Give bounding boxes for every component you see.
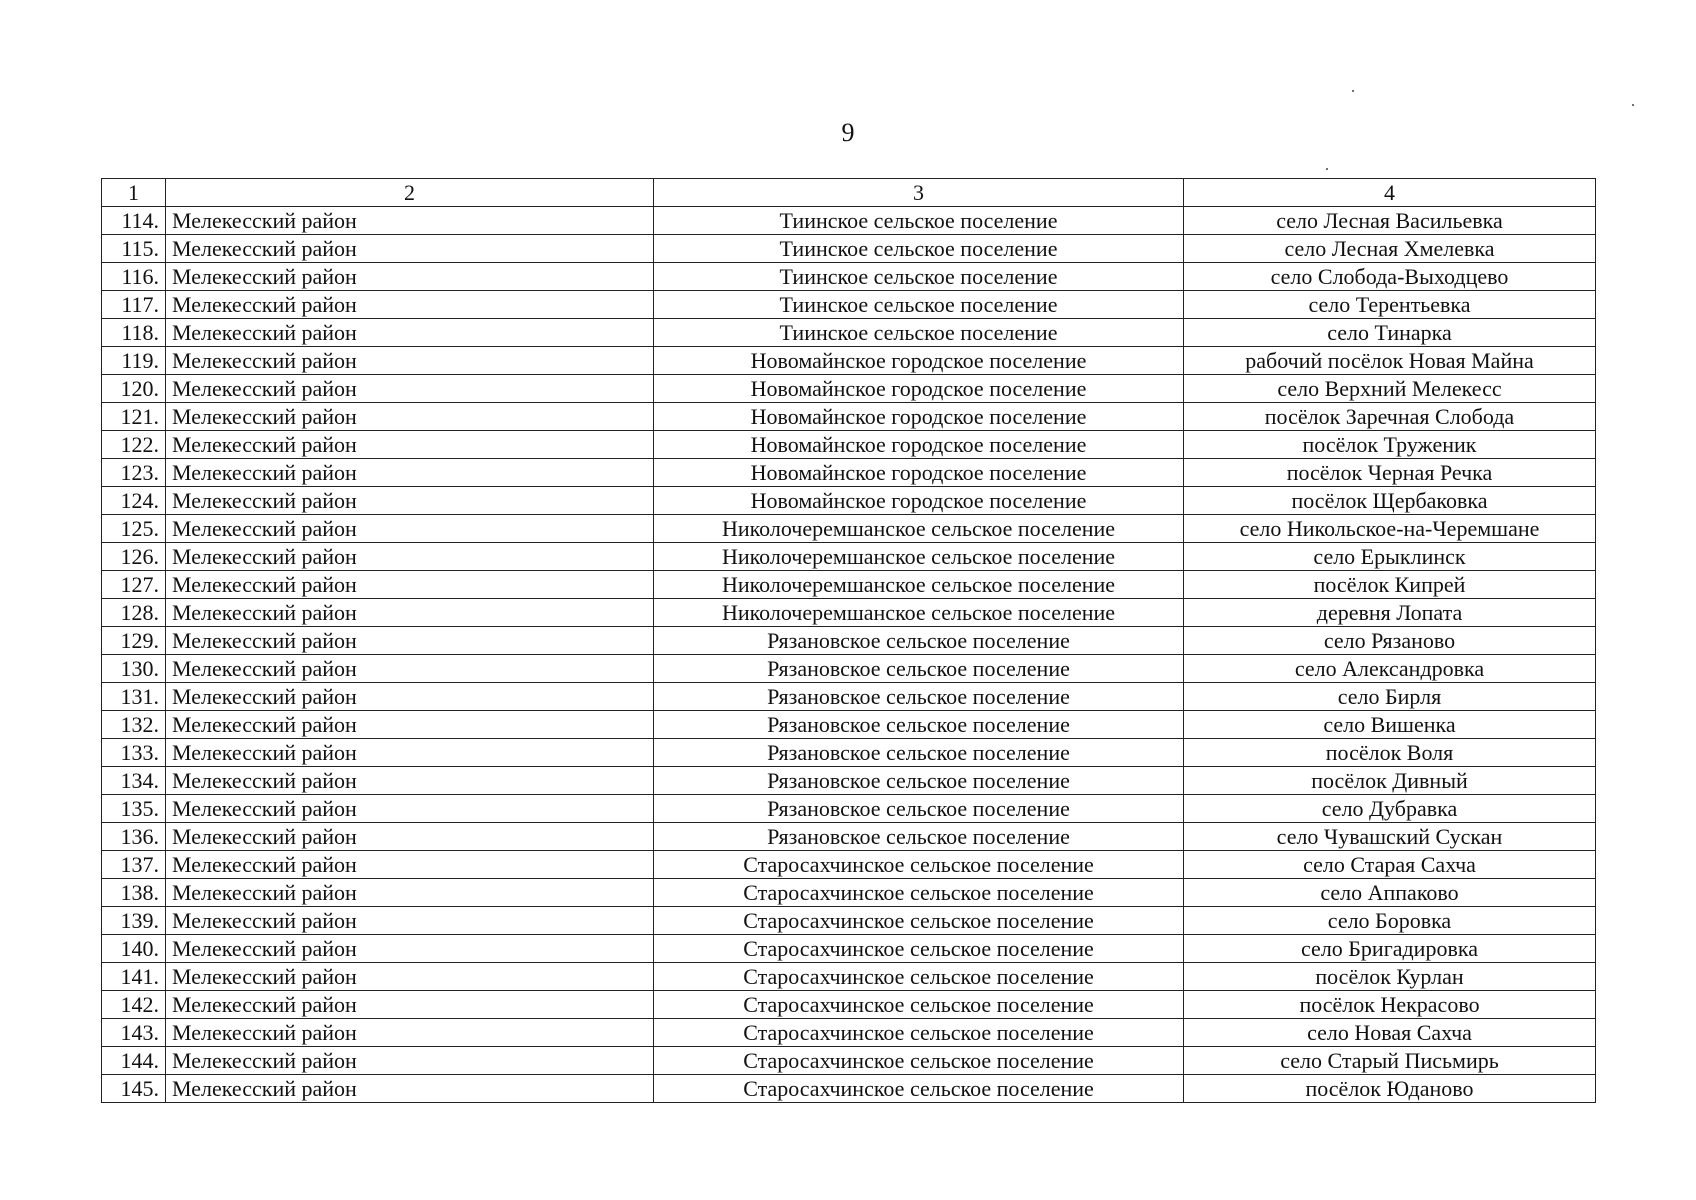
table-row bbox=[102, 1075, 1596, 1103]
district-cell: Мелекесский район bbox=[166, 851, 654, 879]
settlement-cell: Николочеремшанское сельское поселение bbox=[654, 543, 1184, 571]
row-number: 117. bbox=[102, 291, 166, 319]
table-row bbox=[102, 571, 1596, 599]
table-row bbox=[102, 627, 1596, 655]
settlement-cell: Тиинское сельское поселение bbox=[654, 319, 1184, 347]
district-cell: Мелекесский район bbox=[166, 991, 654, 1019]
table-row bbox=[102, 487, 1596, 515]
settlement-cell: Старосахчинское сельское поселение bbox=[654, 879, 1184, 907]
row-number: 123. bbox=[102, 459, 166, 487]
locality-cell: посёлок Курлан bbox=[1184, 963, 1596, 991]
table-row bbox=[102, 935, 1596, 963]
row-number: 145. bbox=[102, 1075, 166, 1103]
district-cell: Мелекесский район bbox=[166, 627, 654, 655]
column-header-4: 4 bbox=[1184, 179, 1596, 207]
table-row bbox=[102, 543, 1596, 571]
table-row bbox=[102, 907, 1596, 935]
column-header-2: 2 bbox=[166, 179, 654, 207]
row-number: 115. bbox=[102, 235, 166, 263]
district-cell: Мелекесский район bbox=[166, 1047, 654, 1075]
locality-cell: деревня Лопата bbox=[1184, 599, 1596, 627]
row-number: 129. bbox=[102, 627, 166, 655]
settlement-cell: Старосахчинское сельское поселение bbox=[654, 935, 1184, 963]
district-cell: Мелекесский район bbox=[166, 879, 654, 907]
row-number: 127. bbox=[102, 571, 166, 599]
table-row bbox=[102, 711, 1596, 739]
locality-cell: посёлок Воля bbox=[1184, 739, 1596, 767]
locality-cell: посёлок Щербаковка bbox=[1184, 487, 1596, 515]
settlement-cell: Тиинское сельское поселение bbox=[654, 291, 1184, 319]
locality-cell: село Тинарка bbox=[1184, 319, 1596, 347]
locality-cell: посёлок Юданово bbox=[1184, 1075, 1596, 1103]
settlement-cell: Новомайнское городское поселение bbox=[654, 487, 1184, 515]
table-body bbox=[102, 207, 1596, 1103]
column-header-1: 1 bbox=[102, 179, 166, 207]
table-row bbox=[102, 991, 1596, 1019]
district-cell: Мелекесский район bbox=[166, 935, 654, 963]
row-number: 144. bbox=[102, 1047, 166, 1075]
row-number: 126. bbox=[102, 543, 166, 571]
row-number: 137. bbox=[102, 851, 166, 879]
settlement-cell: Рязановское сельское поселение bbox=[654, 683, 1184, 711]
scan-speck bbox=[1632, 104, 1634, 106]
settlement-cell: Тиинское сельское поселение bbox=[654, 263, 1184, 291]
settlement-cell: Рязановское сельское поселение bbox=[654, 795, 1184, 823]
settlements-table bbox=[101, 178, 1596, 1103]
table-row bbox=[102, 851, 1596, 879]
locality-cell: село Старая Сахча bbox=[1184, 851, 1596, 879]
district-cell: Мелекесский район bbox=[166, 655, 654, 683]
table-row bbox=[102, 739, 1596, 767]
district-cell: Мелекесский район bbox=[166, 487, 654, 515]
locality-cell: село Чувашский Сускан bbox=[1184, 823, 1596, 851]
table-row bbox=[102, 1019, 1596, 1047]
district-cell: Мелекесский район bbox=[166, 375, 654, 403]
district-cell: Мелекесский район bbox=[166, 263, 654, 291]
settlement-cell: Рязановское сельское поселение bbox=[654, 739, 1184, 767]
table-row bbox=[102, 683, 1596, 711]
locality-cell: село Верхний Мелекесс bbox=[1184, 375, 1596, 403]
row-number: 114. bbox=[102, 207, 166, 235]
table-row bbox=[102, 599, 1596, 627]
settlement-cell: Тиинское сельское поселение bbox=[654, 207, 1184, 235]
district-cell: Мелекесский район bbox=[166, 963, 654, 991]
row-number: 138. bbox=[102, 879, 166, 907]
settlement-cell: Рязановское сельское поселение bbox=[654, 823, 1184, 851]
settlement-cell: Новомайнское городское поселение bbox=[654, 459, 1184, 487]
locality-cell: село Лесная Васильевка bbox=[1184, 207, 1596, 235]
district-cell: Мелекесский район bbox=[166, 907, 654, 935]
table-row bbox=[102, 319, 1596, 347]
locality-cell: село Новая Сахча bbox=[1184, 1019, 1596, 1047]
district-cell: Мелекесский район bbox=[166, 515, 654, 543]
row-number: 125. bbox=[102, 515, 166, 543]
settlement-cell: Рязановское сельское поселение bbox=[654, 767, 1184, 795]
table-row bbox=[102, 263, 1596, 291]
page-number: 9 bbox=[841, 118, 855, 147]
table-row bbox=[102, 1047, 1596, 1075]
row-number: 128. bbox=[102, 599, 166, 627]
header-row bbox=[102, 179, 1596, 207]
row-number: 132. bbox=[102, 711, 166, 739]
row-number: 133. bbox=[102, 739, 166, 767]
locality-cell: село Аппаково bbox=[1184, 879, 1596, 907]
settlement-cell: Николочеремшанское сельское поселение bbox=[654, 599, 1184, 627]
district-cell: Мелекесский район bbox=[166, 1075, 654, 1103]
row-number: 122. bbox=[102, 431, 166, 459]
locality-cell: село Ерыклинск bbox=[1184, 543, 1596, 571]
district-cell: Мелекесский район bbox=[166, 207, 654, 235]
district-cell: Мелекесский район bbox=[166, 403, 654, 431]
locality-cell: село Никольское-на-Черемшане bbox=[1184, 515, 1596, 543]
district-cell: Мелекесский район bbox=[166, 599, 654, 627]
district-cell: Мелекесский район bbox=[166, 459, 654, 487]
table-row bbox=[102, 375, 1596, 403]
district-cell: Мелекесский район bbox=[166, 319, 654, 347]
settlement-cell: Старосахчинское сельское поселение bbox=[654, 1075, 1184, 1103]
table-row bbox=[102, 963, 1596, 991]
locality-cell: село Боровка bbox=[1184, 907, 1596, 935]
table-row bbox=[102, 795, 1596, 823]
table-row bbox=[102, 291, 1596, 319]
locality-cell: посёлок Кипрей bbox=[1184, 571, 1596, 599]
row-number: 141. bbox=[102, 963, 166, 991]
locality-cell: посёлок Некрасово bbox=[1184, 991, 1596, 1019]
locality-cell: село Старый Письмирь bbox=[1184, 1047, 1596, 1075]
settlement-cell: Старосахчинское сельское поселение bbox=[654, 991, 1184, 1019]
row-number: 143. bbox=[102, 1019, 166, 1047]
row-number: 134. bbox=[102, 767, 166, 795]
settlement-cell: Николочеремшанское сельское поселение bbox=[654, 571, 1184, 599]
settlement-cell: Новомайнское городское поселение bbox=[654, 431, 1184, 459]
table-row bbox=[102, 879, 1596, 907]
settlement-cell: Старосахчинское сельское поселение bbox=[654, 1019, 1184, 1047]
settlement-cell: Старосахчинское сельское поселение bbox=[654, 963, 1184, 991]
row-number: 136. bbox=[102, 823, 166, 851]
column-header-3: 3 bbox=[654, 179, 1184, 207]
district-cell: Мелекесский район bbox=[166, 767, 654, 795]
table-row bbox=[102, 431, 1596, 459]
locality-cell: рабочий посёлок Новая Майна bbox=[1184, 347, 1596, 375]
row-number: 130. bbox=[102, 655, 166, 683]
locality-cell: село Слобода-Выходцево bbox=[1184, 263, 1596, 291]
settlement-cell: Новомайнское городское поселение bbox=[654, 347, 1184, 375]
table-row bbox=[102, 403, 1596, 431]
row-number: 121. bbox=[102, 403, 166, 431]
district-cell: Мелекесский район bbox=[166, 431, 654, 459]
district-cell: Мелекесский район bbox=[166, 543, 654, 571]
locality-cell: село Бирля bbox=[1184, 683, 1596, 711]
row-number: 139. bbox=[102, 907, 166, 935]
table-row bbox=[102, 823, 1596, 851]
locality-cell: посёлок Труженик bbox=[1184, 431, 1596, 459]
scan-speck bbox=[1326, 168, 1328, 170]
locality-cell: посёлок Черная Речка bbox=[1184, 459, 1596, 487]
locality-cell: посёлок Заречная Слобода bbox=[1184, 403, 1596, 431]
district-cell: Мелекесский район bbox=[166, 571, 654, 599]
locality-cell: село Лесная Хмелевка bbox=[1184, 235, 1596, 263]
table-row bbox=[102, 515, 1596, 543]
locality-cell: село Александровка bbox=[1184, 655, 1596, 683]
settlement-cell: Николочеремшанское сельское поселение bbox=[654, 515, 1184, 543]
district-cell: Мелекесский район bbox=[166, 823, 654, 851]
district-cell: Мелекесский район bbox=[166, 795, 654, 823]
table-row bbox=[102, 459, 1596, 487]
locality-cell: село Терентьевка bbox=[1184, 291, 1596, 319]
row-number: 124. bbox=[102, 487, 166, 515]
table-row bbox=[102, 655, 1596, 683]
row-number: 135. bbox=[102, 795, 166, 823]
table-row bbox=[102, 207, 1596, 235]
locality-cell: село Бригадировка bbox=[1184, 935, 1596, 963]
locality-cell: посёлок Дивный bbox=[1184, 767, 1596, 795]
district-cell: Мелекесский район bbox=[166, 1019, 654, 1047]
row-number: 131. bbox=[102, 683, 166, 711]
row-number: 120. bbox=[102, 375, 166, 403]
district-cell: Мелекесский район bbox=[166, 683, 654, 711]
row-number: 142. bbox=[102, 991, 166, 1019]
table-row bbox=[102, 235, 1596, 263]
locality-cell: село Дубравка bbox=[1184, 795, 1596, 823]
row-number: 118. bbox=[102, 319, 166, 347]
row-number: 119. bbox=[102, 347, 166, 375]
settlement-cell: Рязановское сельское поселение bbox=[654, 627, 1184, 655]
settlement-cell: Новомайнское городское поселение bbox=[654, 375, 1184, 403]
settlement-cell: Старосахчинское сельское поселение bbox=[654, 851, 1184, 879]
settlement-cell: Старосахчинское сельское поселение bbox=[654, 1047, 1184, 1075]
settlement-cell: Новомайнское городское поселение bbox=[654, 403, 1184, 431]
table-row bbox=[102, 347, 1596, 375]
locality-cell: село Рязаново bbox=[1184, 627, 1596, 655]
district-cell: Мелекесский район bbox=[166, 711, 654, 739]
table-row bbox=[102, 767, 1596, 795]
district-cell: Мелекесский район bbox=[166, 235, 654, 263]
settlement-cell: Тиинское сельское поселение bbox=[654, 235, 1184, 263]
district-cell: Мелекесский район bbox=[166, 739, 654, 767]
district-cell: Мелекесский район bbox=[166, 347, 654, 375]
locality-cell: село Вишенка bbox=[1184, 711, 1596, 739]
district-cell: Мелекесский район bbox=[166, 291, 654, 319]
settlement-cell: Рязановское сельское поселение bbox=[654, 711, 1184, 739]
settlement-cell: Старосахчинское сельское поселение bbox=[654, 907, 1184, 935]
row-number: 116. bbox=[102, 263, 166, 291]
scan-speck bbox=[1352, 90, 1354, 92]
row-number: 140. bbox=[102, 935, 166, 963]
settlement-cell: Рязановское сельское поселение bbox=[654, 655, 1184, 683]
